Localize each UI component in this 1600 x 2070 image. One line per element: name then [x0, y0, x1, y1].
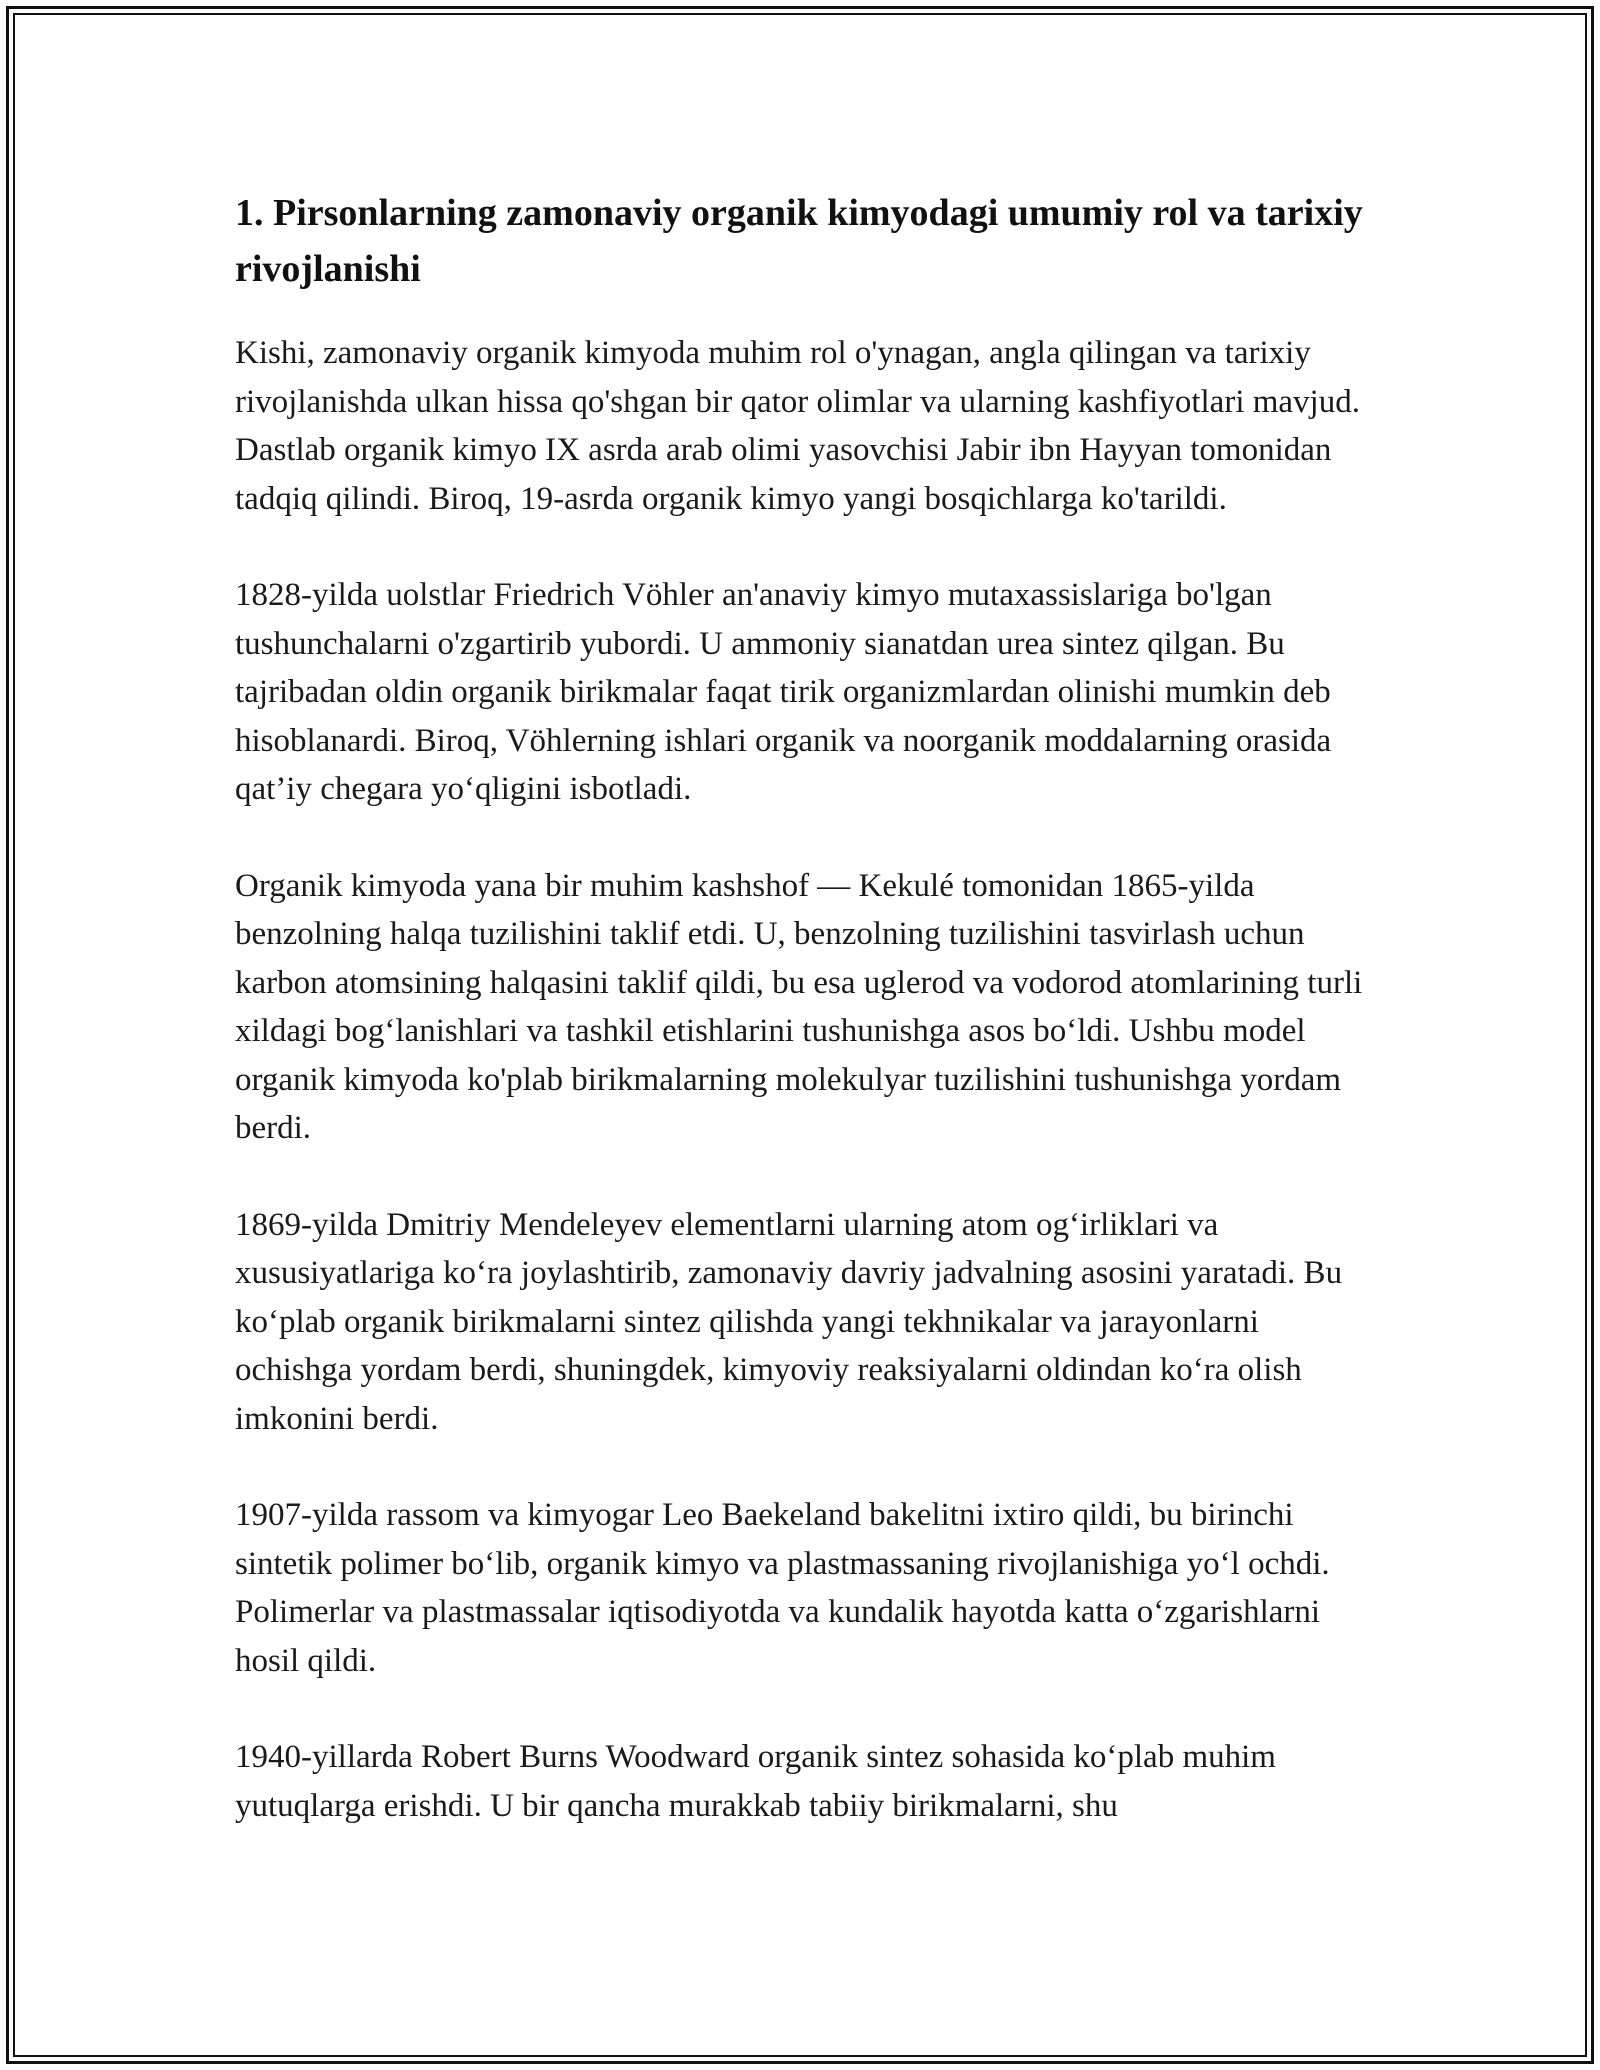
- paragraph-baekeland: 1907-yilda rassom va kimyogar Leo Baekeland bakelitni ixtiro qildi, bu birinchi sintetik polimer bo‘lib, organik kimyo va plastmassaning rivojlanishiga yo‘l ochdi. Polimerlar va plastmassalar iqtisodiyotda va kundalik hayotda katta o‘zgarishlarni hosil qildi.: [235, 1497, 1330, 1679]
- paragraph-woodward: 1940-yillarda Robert Burns Woodward organik sintez sohasida ko‘plab muhim yutuqlarga erishdi. U bir qancha murakkab tabiiy birikmalarni, shu: [235, 1739, 1276, 1824]
- paragraph-intro: Kishi, zamonaviy organik kimyoda muhim rol o'ynagan, angla qilingan va tarixiy rivojlanishda ulkan hissa qo'shgan bir qator olimlar va ularning kashfiyotlari mavjud. Dastlab organik kimyo IX asrda arab olimi yasovchisi Jabir ibn Hayyan tomonidan tadqiq qilindi. Biroq, 19-asrda organik kimyo yangi bosqichlarga ko'tarildi.: [235, 335, 1360, 517]
- paragraph-kekule: Organik kimyoda yana bir muhim kashshof — Kekulé tomonidan 1865-yilda benzolning halqa tuzilishini taklif etdi. U, benzolning tuzilishini tasvirlash uchun karbon atomsining halqasini taklif qildi, bu esa uglerod va vodorod atomlarining turli xildagi bog‘lanishlari va tashkil etishlarini tushunishga asos bo‘ldi. Ushbu model organik kimyoda ko'plab birikmalarning molekulyar tuzilishini tushunishga yordam berdi.: [235, 867, 1363, 1146]
- paragraph-mendeleyev: 1869-yilda Dmitriy Mendeleyev elementlarni ularning atom og‘irliklari va xususiyatlariga ko‘ra joylashtirib, zamonaviy davriy jadvalning asosini yaratadi. Bu ko‘plab organik birikmalarni sintez qilishda yangi tekhnikalar va jarayonlarni ochishga yordam berdi, shuningdek, kimyoviy reaksiyalarni oldindan ko‘ra olish imkonini berdi.: [235, 1206, 1343, 1437]
- document-page: [235, 185, 1365, 1878]
- paragraph-wohler: 1828-yilda uolstlar Friedrich Vöhler an'anaviy kimyo mutaxassislariga bo'lgan tushunchalarni o'zgartirib yubordi. U ammoniy sianatdan urea sintez qilgan. Bu tajribadan oldin organik birikmalar faqat tirik organizmlardan olinishi mumkin deb hisoblanardi. Biroq, Vöhlerning ishlari organik va noorganik moddalarning orasida qat’iy chegara yo‘qligini isbotladi.: [235, 577, 1332, 807]
- section-heading: 1. Pirsonlarning zamonaviy organik kimyodagi umumiy rol va tarixiy rivojlanishi: [235, 192, 1363, 290]
